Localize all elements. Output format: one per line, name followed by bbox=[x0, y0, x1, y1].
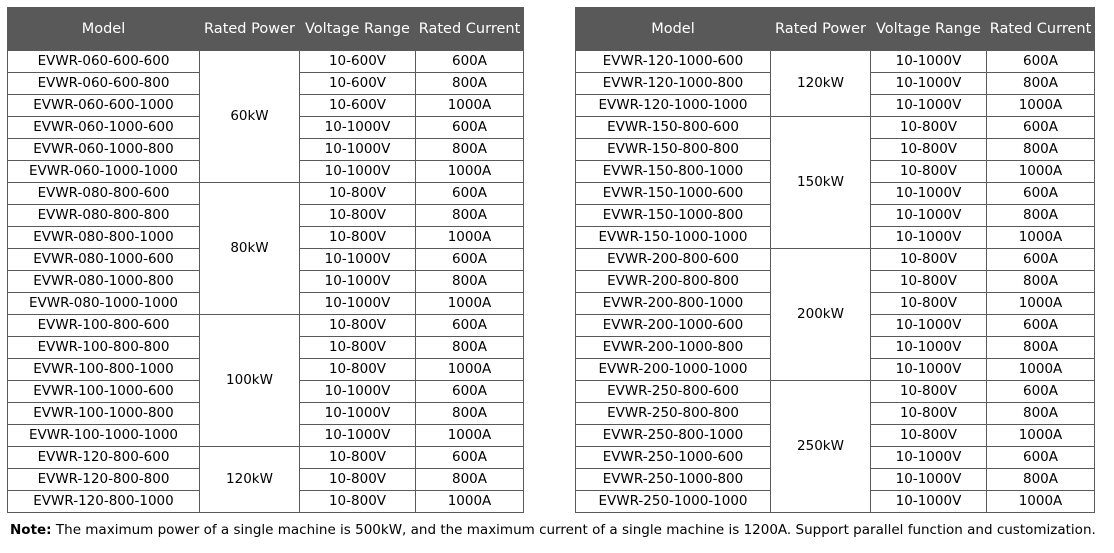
voltage-range-cell: 10-800V bbox=[871, 381, 987, 403]
table-row bbox=[8, 183, 524, 205]
voltage-range-cell: 10-1000V bbox=[871, 447, 987, 469]
model-cell: EVWR-150-1000-1000 bbox=[576, 227, 771, 249]
rated-current-cell: 1000A bbox=[987, 227, 1095, 249]
voltage-range-cell: 10-1000V bbox=[300, 271, 416, 293]
rated-current-cell: 800A bbox=[416, 469, 524, 491]
voltage-range-cell: 10-600V bbox=[300, 73, 416, 95]
model-cell: EVWR-200-800-800 bbox=[576, 271, 771, 293]
voltage-range-cell: 10-800V bbox=[871, 117, 987, 139]
rated-current-cell: 600A bbox=[987, 315, 1095, 337]
rated-current-cell: 1000A bbox=[987, 425, 1095, 447]
header-voltage-range: Voltage Range bbox=[300, 8, 416, 51]
voltage-range-cell: 10-800V bbox=[871, 403, 987, 425]
header-voltage-range: Voltage Range bbox=[871, 8, 987, 51]
rated-current-cell: 800A bbox=[416, 139, 524, 161]
model-cell: EVWR-200-800-1000 bbox=[576, 293, 771, 315]
model-cell: EVWR-080-1000-600 bbox=[8, 249, 200, 271]
model-cell: EVWR-100-800-600 bbox=[8, 315, 200, 337]
voltage-range-cell: 10-800V bbox=[300, 315, 416, 337]
rated-power-cell: 60kW bbox=[200, 51, 300, 183]
model-cell: EVWR-120-1000-800 bbox=[576, 73, 771, 95]
rated-current-cell: 800A bbox=[416, 337, 524, 359]
voltage-range-cell: 10-800V bbox=[871, 249, 987, 271]
voltage-range-cell: 10-800V bbox=[871, 161, 987, 183]
rated-power-cell: 120kW bbox=[771, 51, 871, 117]
voltage-range-cell: 10-1000V bbox=[300, 403, 416, 425]
model-cell: EVWR-060-600-1000 bbox=[8, 95, 200, 117]
model-cell: EVWR-250-800-600 bbox=[576, 381, 771, 403]
model-cell: EVWR-080-800-600 bbox=[8, 183, 200, 205]
model-cell: EVWR-150-800-600 bbox=[576, 117, 771, 139]
table-body bbox=[576, 51, 1095, 513]
voltage-range-cell: 10-1000V bbox=[871, 51, 987, 73]
model-cell: EVWR-250-1000-1000 bbox=[576, 491, 771, 513]
voltage-range-cell: 10-1000V bbox=[871, 95, 987, 117]
rated-current-cell: 800A bbox=[416, 271, 524, 293]
model-cell: EVWR-060-1000-600 bbox=[8, 117, 200, 139]
voltage-range-cell: 10-1000V bbox=[871, 469, 987, 491]
header-model: Model bbox=[576, 8, 771, 51]
rated-current-cell: 1000A bbox=[987, 491, 1095, 513]
voltage-range-cell: 10-800V bbox=[300, 337, 416, 359]
spec-table-left bbox=[7, 7, 524, 513]
rated-current-cell: 1000A bbox=[416, 425, 524, 447]
voltage-range-cell: 10-600V bbox=[300, 95, 416, 117]
rated-current-cell: 800A bbox=[987, 469, 1095, 491]
rated-current-cell: 1000A bbox=[416, 491, 524, 513]
model-cell: EVWR-060-1000-800 bbox=[8, 139, 200, 161]
rated-power-cell: 80kW bbox=[200, 183, 300, 315]
rated-power-cell: 150kW bbox=[771, 117, 871, 249]
rated-current-cell: 600A bbox=[416, 183, 524, 205]
table-body bbox=[8, 51, 524, 513]
model-cell: EVWR-100-1000-800 bbox=[8, 403, 200, 425]
rated-current-cell: 600A bbox=[416, 51, 524, 73]
model-cell: EVWR-250-800-800 bbox=[576, 403, 771, 425]
header-rated-power: Rated Power bbox=[200, 8, 300, 51]
voltage-range-cell: 10-1000V bbox=[300, 425, 416, 447]
voltage-range-cell: 10-1000V bbox=[300, 139, 416, 161]
model-cell: EVWR-120-800-800 bbox=[8, 469, 200, 491]
rated-current-cell: 600A bbox=[987, 51, 1095, 73]
rated-current-cell: 800A bbox=[987, 337, 1095, 359]
voltage-range-cell: 10-800V bbox=[300, 359, 416, 381]
rated-current-cell: 600A bbox=[987, 381, 1095, 403]
rated-current-cell: 600A bbox=[416, 249, 524, 271]
rated-current-cell: 1000A bbox=[987, 95, 1095, 117]
voltage-range-cell: 10-800V bbox=[871, 139, 987, 161]
table-row bbox=[576, 51, 1095, 73]
header-row bbox=[576, 8, 1095, 51]
model-cell: EVWR-150-800-1000 bbox=[576, 161, 771, 183]
model-cell: EVWR-060-1000-1000 bbox=[8, 161, 200, 183]
rated-current-cell: 1000A bbox=[416, 161, 524, 183]
voltage-range-cell: 10-1000V bbox=[300, 249, 416, 271]
rated-power-cell: 200kW bbox=[771, 249, 871, 381]
model-cell: EVWR-200-1000-1000 bbox=[576, 359, 771, 381]
table-row bbox=[576, 249, 1095, 271]
model-cell: EVWR-100-1000-600 bbox=[8, 381, 200, 403]
voltage-range-cell: 10-1000V bbox=[300, 293, 416, 315]
model-cell: EVWR-100-1000-1000 bbox=[8, 425, 200, 447]
note-text: The maximum power of a single machine is 500kW, and the maximum current of a single machine is 1200A. Support parallel function and customization. bbox=[51, 522, 1096, 538]
table-row bbox=[8, 315, 524, 337]
table-row bbox=[8, 51, 524, 73]
model-cell: EVWR-150-1000-600 bbox=[576, 183, 771, 205]
voltage-range-cell: 10-1000V bbox=[871, 491, 987, 513]
voltage-range-cell: 10-800V bbox=[300, 447, 416, 469]
footnote bbox=[10, 521, 1096, 539]
voltage-range-cell: 10-1000V bbox=[871, 205, 987, 227]
model-cell: EVWR-100-800-1000 bbox=[8, 359, 200, 381]
rated-current-cell: 1000A bbox=[987, 293, 1095, 315]
rated-current-cell: 800A bbox=[987, 271, 1095, 293]
model-cell: EVWR-120-1000-1000 bbox=[576, 95, 771, 117]
rated-current-cell: 600A bbox=[987, 447, 1095, 469]
voltage-range-cell: 10-1000V bbox=[871, 359, 987, 381]
rated-current-cell: 1000A bbox=[416, 95, 524, 117]
voltage-range-cell: 10-800V bbox=[300, 469, 416, 491]
model-cell: EVWR-200-800-600 bbox=[576, 249, 771, 271]
model-cell: EVWR-250-1000-600 bbox=[576, 447, 771, 469]
model-cell: EVWR-150-1000-800 bbox=[576, 205, 771, 227]
voltage-range-cell: 10-800V bbox=[300, 491, 416, 513]
rated-current-cell: 1000A bbox=[416, 227, 524, 249]
voltage-range-cell: 10-800V bbox=[871, 271, 987, 293]
header-model: Model bbox=[8, 8, 200, 51]
model-cell: EVWR-060-600-600 bbox=[8, 51, 200, 73]
rated-current-cell: 800A bbox=[987, 73, 1095, 95]
voltage-range-cell: 10-800V bbox=[871, 293, 987, 315]
rated-current-cell: 600A bbox=[416, 447, 524, 469]
rated-current-cell: 800A bbox=[987, 139, 1095, 161]
model-cell: EVWR-120-1000-600 bbox=[576, 51, 771, 73]
rated-current-cell: 600A bbox=[987, 183, 1095, 205]
header-row bbox=[8, 8, 524, 51]
model-cell: EVWR-120-800-600 bbox=[8, 447, 200, 469]
voltage-range-cell: 10-1000V bbox=[300, 117, 416, 139]
table-row bbox=[576, 381, 1095, 403]
table-row bbox=[8, 447, 524, 469]
voltage-range-cell: 10-800V bbox=[300, 227, 416, 249]
voltage-range-cell: 10-600V bbox=[300, 51, 416, 73]
table-row bbox=[576, 117, 1095, 139]
rated-current-cell: 600A bbox=[987, 249, 1095, 271]
header-rated-current: Rated Current bbox=[416, 8, 524, 51]
voltage-range-cell: 10-800V bbox=[871, 425, 987, 447]
model-cell: EVWR-060-600-800 bbox=[8, 73, 200, 95]
model-cell: EVWR-200-1000-800 bbox=[576, 337, 771, 359]
model-cell: EVWR-080-1000-800 bbox=[8, 271, 200, 293]
rated-current-cell: 600A bbox=[416, 315, 524, 337]
note-label: Note: bbox=[10, 522, 52, 538]
voltage-range-cell: 10-800V bbox=[300, 183, 416, 205]
rated-current-cell: 600A bbox=[987, 117, 1095, 139]
model-cell: EVWR-080-1000-1000 bbox=[8, 293, 200, 315]
rated-current-cell: 800A bbox=[416, 73, 524, 95]
header-rated-current: Rated Current bbox=[987, 8, 1095, 51]
rated-power-cell: 100kW bbox=[200, 315, 300, 447]
model-cell: EVWR-250-800-1000 bbox=[576, 425, 771, 447]
rated-current-cell: 1000A bbox=[987, 161, 1095, 183]
model-cell: EVWR-080-800-800 bbox=[8, 205, 200, 227]
rated-current-cell: 800A bbox=[987, 403, 1095, 425]
voltage-range-cell: 10-1000V bbox=[300, 381, 416, 403]
rated-current-cell: 800A bbox=[416, 403, 524, 425]
rated-power-cell: 250kW bbox=[771, 381, 871, 513]
spec-table-right bbox=[575, 7, 1095, 513]
rated-current-cell: 1000A bbox=[987, 359, 1095, 381]
voltage-range-cell: 10-800V bbox=[300, 205, 416, 227]
rated-current-cell: 800A bbox=[987, 205, 1095, 227]
voltage-range-cell: 10-1000V bbox=[871, 73, 987, 95]
rated-power-cell: 120kW bbox=[200, 447, 300, 513]
rated-current-cell: 600A bbox=[416, 117, 524, 139]
voltage-range-cell: 10-1000V bbox=[871, 227, 987, 249]
model-cell: EVWR-100-800-800 bbox=[8, 337, 200, 359]
voltage-range-cell: 10-1000V bbox=[871, 315, 987, 337]
model-cell: EVWR-200-1000-600 bbox=[576, 315, 771, 337]
header-rated-power: Rated Power bbox=[771, 8, 871, 51]
voltage-range-cell: 10-1000V bbox=[871, 337, 987, 359]
model-cell: EVWR-250-1000-800 bbox=[576, 469, 771, 491]
model-cell: EVWR-120-800-1000 bbox=[8, 491, 200, 513]
rated-current-cell: 800A bbox=[416, 205, 524, 227]
voltage-range-cell: 10-1000V bbox=[871, 183, 987, 205]
voltage-range-cell: 10-1000V bbox=[300, 161, 416, 183]
rated-current-cell: 1000A bbox=[416, 293, 524, 315]
model-cell: EVWR-080-800-1000 bbox=[8, 227, 200, 249]
rated-current-cell: 1000A bbox=[416, 359, 524, 381]
model-cell: EVWR-150-800-800 bbox=[576, 139, 771, 161]
rated-current-cell: 600A bbox=[416, 381, 524, 403]
